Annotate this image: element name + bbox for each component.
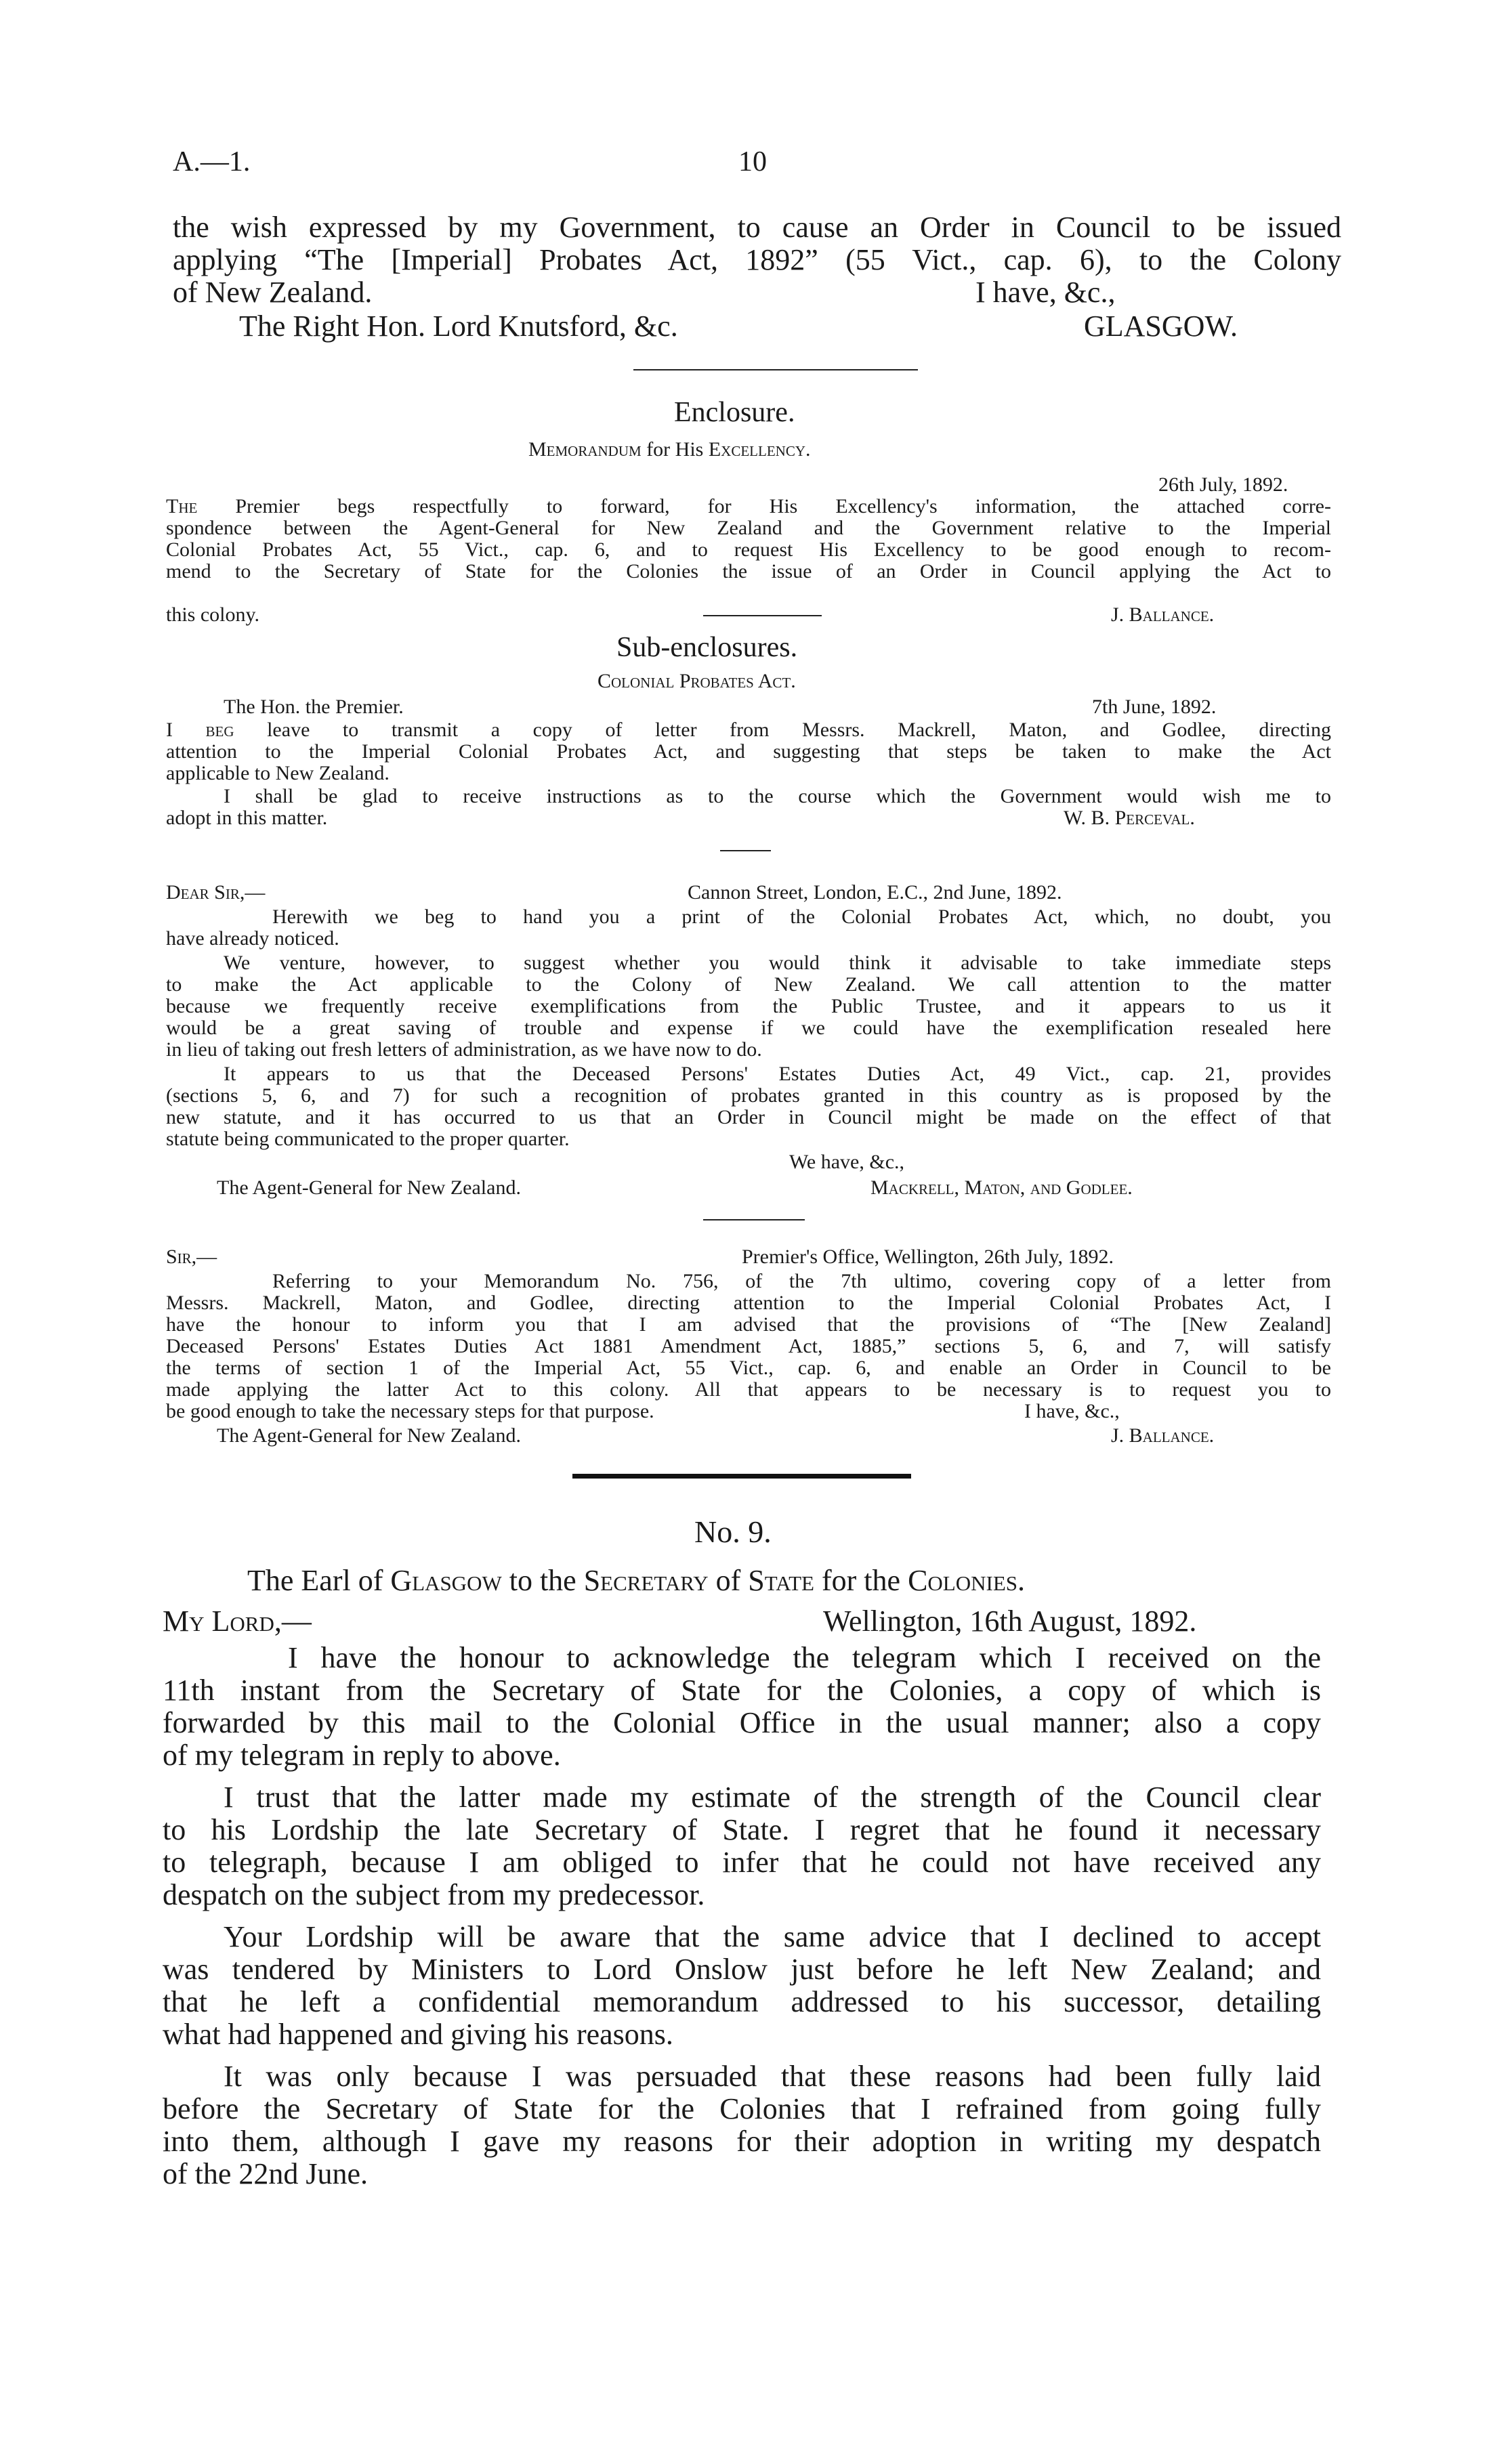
letter1-addressee: The Hon. the Premier.	[224, 696, 404, 718]
dispatch-p3-first: Your Lordship will be aware that the same advice that I declined to accept	[224, 1920, 1321, 1953]
letter2-p3: (sections 5, 6, and 7) for such a recognition of probates granted in this country as is proposed by the new statute, and it has occurred to us that an Order in Council might be made on the effect of that	[166, 1084, 1331, 1128]
text-line: attention to the Imperial Colonial Probates Act, and suggesting that steps be taken to make the Act	[166, 740, 1331, 763]
letter2-p2-first: We venture, however, to suggest whether you would think it advisable to take immediate steps	[224, 952, 1331, 974]
letter1-date: 7th June, 1892.	[1092, 696, 1217, 718]
dispatch-address: Wellington, 16th August, 1892.	[823, 1605, 1197, 1638]
dispatch-p2: to his Lordship the late Secretary of State. I regret that he found it necessary to telegraph, because I am obliged to infer that he could not have received any	[163, 1813, 1321, 1879]
short-divider	[720, 850, 771, 851]
letter3-address: Premier's Office, Wellington, 26th July, 1892.	[742, 1246, 1114, 1268]
letter1-signature: W. B. Perceval.	[1064, 807, 1195, 829]
letter2-closing: We have, &c.,	[789, 1151, 905, 1173]
enclosure-title: Enclosure.	[674, 397, 795, 428]
letter3-first: Referring to your Memorandum No. 756, of the 7th ultimo, covering copy of a letter from	[272, 1270, 1331, 1292]
enclosure-subtitle: Memorandum for His Excellency.	[528, 438, 811, 461]
enclosure-last-line: this colony.	[166, 603, 260, 626]
section-divider-thick	[572, 1474, 911, 1479]
intro-paragraph	[173, 211, 1341, 276]
dispatch-p1: 11th instant from the Secretary of State for the Colonies, a copy of which is forwarded by this mail to the Colonial Office in the usual manner; also a copy	[163, 1674, 1321, 1739]
text-line: Colonial Probates Act, 55 Vict., cap. 6, and to request His Excellency to be good enough to recom-	[166, 538, 1331, 561]
text-line: The Premier begs respectfully to forward, for His Excellency's information, the attached corre-	[166, 495, 1331, 517]
subenclosures-subtitle: Colonial Probates Act.	[597, 670, 796, 692]
page-number: 10	[738, 146, 767, 177]
dispatch-p4: before the Secretary of State for the Colonies that I refrained from going fully into them, although I gave my reasons for their adoption in writing my despatch	[163, 2092, 1321, 2158]
section-divider	[633, 369, 918, 370]
dispatch-number: No. 9.	[694, 1514, 772, 1549]
intro-closing: I have, &c.,	[975, 276, 1116, 309]
dispatch-p4-last: of the 22nd June.	[163, 2157, 369, 2190]
letter2-p1: Herewith we beg to hand you a print of the Colonial Probates Act, which, no doubt, you	[272, 906, 1331, 928]
dispatch-p3: was tendered by Ministers to Lord Onslow just before he left New Zealand; and that he left a confidential memorandum addressed to his successor, detailing	[163, 1953, 1321, 2018]
letter3-salutation: Sir,—	[166, 1246, 217, 1268]
letter2-p2: to make the Act applicable to the Colony of New Zealand. We call attention to the matter because we frequently receive exemplifications from the Public Trustee, and it appears to us it would be a great saving of trouble and expense if we could have the exemplification resealed here	[166, 973, 1331, 1039]
letter3-closing: I have, &c.,	[1024, 1400, 1120, 1422]
dispatch-p1-first: I have the honour to acknowledge the telegram which I received on the	[288, 1641, 1321, 1674]
letter2-address: Cannon Street, London, E.C., 2nd June, 1892.	[688, 881, 1062, 904]
letter1-body	[166, 719, 1331, 763]
intro-last-line: of New Zealand.	[173, 276, 373, 309]
enclosure-date: 26th July, 1892.	[1158, 473, 1288, 496]
letter2-addressee: The Agent-General for New Zealand.	[217, 1176, 521, 1199]
letter1-para2-last: adopt in this matter.	[166, 807, 328, 829]
letter3-addressee: The Agent-General for New Zealand.	[217, 1424, 521, 1447]
letter1-para2: I shall be glad to receive instructions as to the course which the Government would wish me to	[224, 785, 1331, 807]
letter2-p1-last: have already noticed.	[166, 927, 339, 950]
text-line: the wish expressed by my Government, to cause an Order in Council to be issued	[173, 211, 1341, 244]
letter3-body: Messrs. Mackrell, Maton, and Godlee, directing attention to the Imperial Colonial Probates Act, I have the honour to inform you that I am advised that the provisions of “The [New Zealand] Deceased Persons' Estates Duties Act 1881 Amendment Act, 1885,” sections 5, 6, and 7, will satisfy the terms of section 1 of the Imperial Act, 55 Vict., cap. 6, and enable an Order in Council to be made applying the latter Act to this colony. All that appears to be necessary is to request you to	[166, 1292, 1331, 1401]
short-divider	[703, 1219, 805, 1220]
subenclosures-title: Sub-enclosures.	[616, 632, 798, 663]
letter2-p3-last: statute being communicated to the proper quarter.	[166, 1128, 570, 1150]
letter2-p2-last: in lieu of taking out fresh letters of administration, as we have now to do.	[166, 1038, 762, 1061]
intro-addressee: The Right Hon. Lord Knutsford, &c.	[239, 310, 678, 343]
intro-signature: GLASGOW.	[1084, 310, 1238, 343]
text-line: applying “The [Imperial] Probates Act, 1892” (55 Vict., cap. 6), to the Colony	[173, 243, 1341, 276]
document-reference: A.—1.	[173, 146, 251, 177]
letter2-salutation: Dear Sir,—	[166, 881, 266, 904]
dispatch-salutation: My Lord,—	[163, 1605, 312, 1638]
dispatch-p4-first: It was only because I was persuaded that these reasons had been fully laid	[224, 2060, 1321, 2093]
text-line: mend to the Secretary of State for the Colonies the issue of an Order in Council applying the Act to	[166, 560, 1331, 582]
dispatch-p2-first: I trust that the latter made my estimate of the strength of the Council clear	[224, 1781, 1321, 1814]
letter1-line3: applicable to New Zealand.	[166, 762, 390, 784]
dispatch-p1-last: of my telegram in reply to above.	[163, 1739, 561, 1772]
text-line: spondence between the Agent-General for New Zealand and the Government relative to the Imperial	[166, 517, 1331, 539]
text-line: I beg leave to transmit a copy of letter from Messrs. Mackrell, Maton, and Godlee, directing	[166, 719, 1331, 741]
letter3-signature: J. Ballance.	[1111, 1424, 1215, 1447]
letter2-p3-first: It appears to us that the Deceased Persons' Estates Duties Act, 49 Vict., cap. 21, provides	[224, 1063, 1331, 1085]
letter2-signature: Mackrell, Maton, and Godlee.	[870, 1176, 1133, 1199]
short-divider	[703, 615, 822, 616]
dispatch-p3-last: what had happened and giving his reasons.	[163, 2018, 673, 2051]
dispatch-p2-last: despatch on the subject from my predecessor.	[163, 1878, 705, 1911]
letter3-last-line: be good enough to take the necessary steps for that purpose.	[166, 1400, 654, 1422]
enclosure-signature: J. Ballance.	[1111, 603, 1215, 626]
enclosure-body	[166, 496, 1331, 582]
dispatch-heading: The Earl of Glasgow to the Secretary of State for the Colonies.	[247, 1564, 1026, 1597]
